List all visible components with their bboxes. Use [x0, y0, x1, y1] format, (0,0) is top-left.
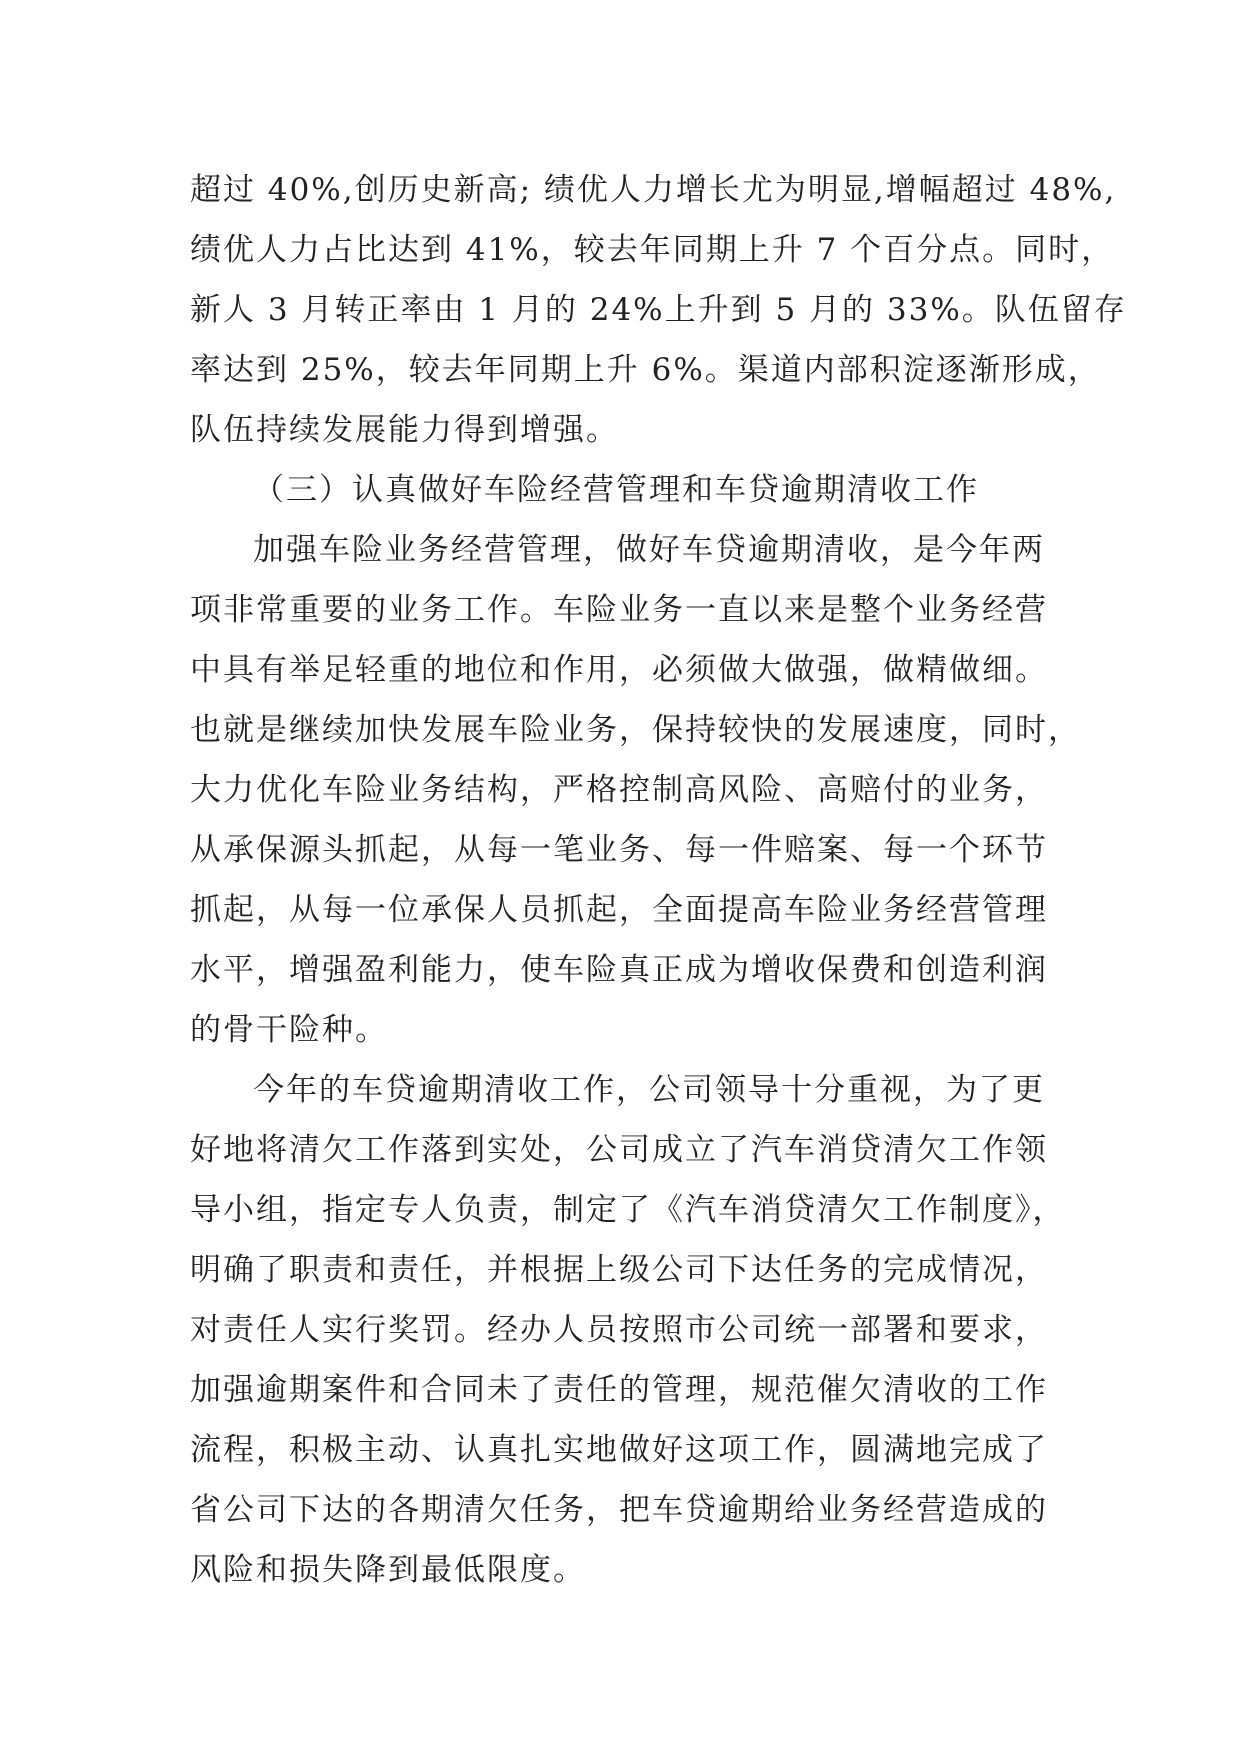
paragraph-line: 新人 3 月转正率由 1 月的 24%上升到 5 月的 33%。队伍留存 — [190, 292, 1127, 328]
paragraph-line: 超过 40%,创历史新高; 绩优人力增长尤为明显,增幅超过 48%, — [190, 172, 1117, 208]
paragraph-line: 今年的车贷逾期清收工作，公司领导十分重视，为了更 — [253, 1072, 1045, 1108]
paragraph-line: 项非常重要的业务工作。车险业务一直以来是整个业务经营 — [190, 592, 1048, 628]
paragraph-line: 好地将清欠工作落到实处，公司成立了汽车消贷清欠工作领 — [190, 1132, 1048, 1168]
paragraph-line: 的骨干险种。 — [190, 1012, 388, 1048]
paragraph-line: 风险和损失降到最低限度。 — [190, 1552, 586, 1588]
paragraph-line: 也就是继续加快发展车险业务，保持较快的发展速度，同时， — [190, 712, 1081, 748]
paragraph-line: 率达到 25%，较去年同期上升 6%。渠道内部积淀逐渐形成， — [190, 352, 1101, 388]
paragraph-line: 水平，增强盈利能力，使车险真正成为增收保费和创造利润 — [190, 952, 1048, 988]
paragraph-line: 加强逾期案件和合同未了责任的管理，规范催欠清收的工作 — [190, 1372, 1048, 1408]
paragraph-line: 加强车险业务经营管理，做好车贷逾期清收，是今年两 — [253, 532, 1045, 568]
paragraph-line: 大力优化车险业务结构，严格控制高风险、高赔付的业务， — [190, 772, 1048, 808]
paragraph-line: 流程，积极主动、认真扎实地做好这项工作，圆满地完成了 — [190, 1432, 1048, 1468]
paragraph-line: 对责任人实行奖罚。经办人员按照市公司统一部署和要求， — [190, 1312, 1048, 1348]
paragraph-line: 队伍持续发展能力得到增强。 — [190, 412, 619, 448]
paragraph-line: 省公司下达的各期清欠任务，把车贷逾期给业务经营造成的 — [190, 1492, 1048, 1528]
paragraph-line: 导小组，指定专人负责，制定了《汽车消贷清欠工作制度》， — [190, 1192, 1066, 1228]
paragraph-line: 抓起，从每一位承保人员抓起，全面提高车险业务经营管理 — [190, 892, 1048, 928]
paragraph-line: 从承保源头抓起，从每一笔业务、每一件赔案、每一个环节 — [190, 832, 1048, 868]
paragraph-line: 明确了职责和责任，并根据上级公司下达任务的完成情况， — [190, 1252, 1048, 1288]
paragraph-line: 中具有举足轻重的地位和作用，必须做大做强，做精做细。 — [190, 652, 1048, 688]
section-heading: （三）认真做好车险经营管理和车贷逾期清收工作 — [253, 472, 979, 508]
paragraph-line: 绩优人力占比达到 41%，较去年同期上升 7 个百分点。同时， — [190, 232, 1115, 268]
